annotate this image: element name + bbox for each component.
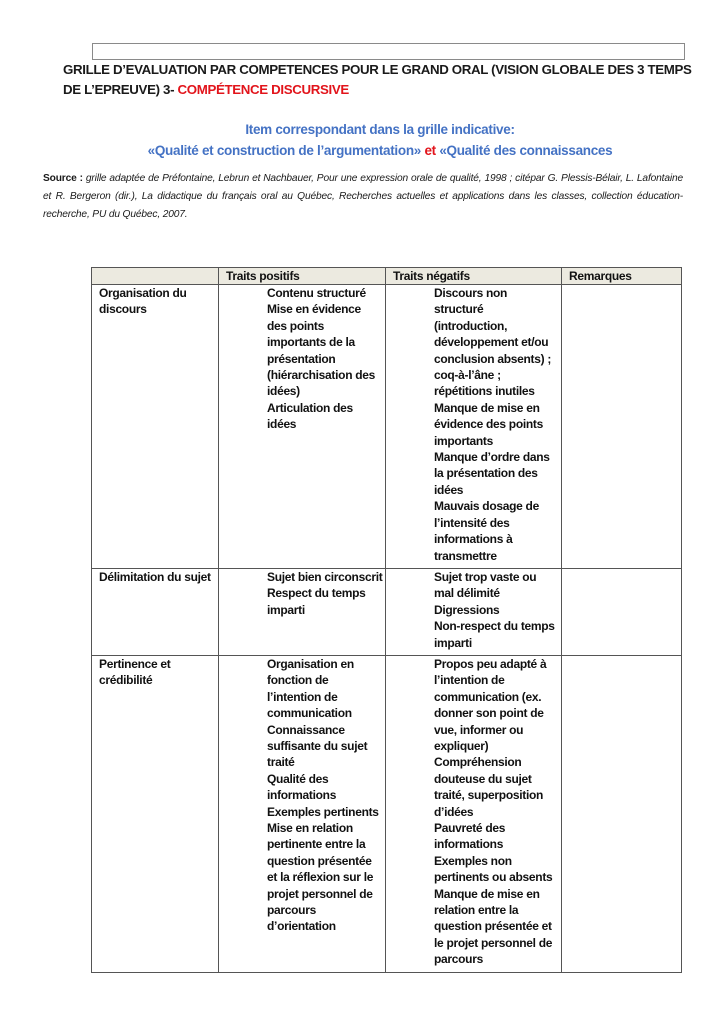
- negative-trait: Compréhension douteuse du sujet traité, superposition d’idées: [434, 755, 544, 819]
- title-main-text: GRILLE D’EVALUATION PAR COMPETENCES POUR LE GRAND ORAL (VISION GLOBALE DES 3 TEMPS DE L’EPREUVE) 3-: [63, 62, 692, 97]
- item-quote-argumentation: «Qualité et construction de l’argumentation»: [147, 143, 421, 158]
- header-negative-traits: Traits négatifs: [386, 268, 562, 285]
- criterion-cell: Pertinence et crédibilité: [92, 655, 219, 972]
- positive-trait: Exemples pertinents: [267, 804, 379, 819]
- positive-traits-cell: [219, 285, 386, 569]
- negative-trait: Discours non structuré (introduction, développement et/ou conclusion absents) ; coq-à-l’âne ; répétitions inutiles: [434, 286, 552, 399]
- header-remarks: Remarques: [562, 268, 682, 285]
- positive-trait: Contenu structuré: [267, 286, 366, 300]
- criterion-cell: Organisation du discours: [92, 285, 219, 569]
- evaluation-grid-table: [91, 267, 682, 973]
- negative-trait: Mauvais dosage de l’intensité des informations à transmettre: [434, 499, 539, 563]
- header-criterion: [92, 268, 219, 285]
- negative-trait: Sujet trop vaste ou mal délimité: [434, 569, 537, 601]
- negative-traits-cell: [386, 568, 562, 655]
- item-heading-line1: Item correspondant dans la grille indicative:: [245, 122, 515, 137]
- positive-trait: Articulation des idées: [267, 400, 353, 432]
- positive-trait: Mise en évidence des points importants de la présentation (hiérarchisation des idées): [267, 302, 376, 399]
- positive-trait: Qualité des informations: [267, 771, 337, 803]
- table-header-row: [92, 268, 682, 285]
- source-text: grille adaptée de Préfontaine, Lebrun et Nachbauer, Pour une expression orale de qualité, 1998 ; citépar G. Plessis-Bélair, L. Lafontaine et R. Bergeron (dir.), La didactique du français oral au Québec, Recherches actuelles et applications dans les classes, collection éducation-recherche, PU du Québec, 2007.: [43, 173, 684, 220]
- positive-traits-cell: [219, 655, 386, 972]
- negative-trait: Digressions: [434, 602, 500, 617]
- remarks-cell[interactable]: [562, 568, 682, 655]
- negative-trait: Propos peu adapté à l’intention de communication (ex. donner son point de vue, informer ou expliquer): [434, 656, 547, 753]
- table-row: [92, 568, 682, 655]
- negative-traits-cell: [386, 655, 562, 972]
- item-et-connector: et: [424, 143, 436, 158]
- negative-trait: Manque de mise en évidence des points importants: [434, 400, 544, 448]
- table-row: [92, 285, 682, 569]
- title-competence-text: COMPÉTENCE DISCURSIVE: [177, 82, 349, 97]
- negative-trait: Manque de mise en relation entre la question présentée et le projet personnel de parcours: [434, 886, 553, 967]
- empty-header-box: [92, 43, 685, 60]
- item-quote-connaissances: «Qualité des connaissances: [439, 143, 613, 158]
- negative-traits-cell: [386, 285, 562, 569]
- positive-trait: Respect du temps imparti: [267, 586, 366, 617]
- remarks-cell[interactable]: [562, 655, 682, 972]
- source-citation: [43, 170, 683, 224]
- negative-trait: Non-respect du temps imparti: [434, 619, 555, 650]
- positive-trait: Mise en relation pertinente entre la question présentée et la réflexion sur le projet personnel de parcours d’orientation: [267, 821, 374, 934]
- item-heading-line2: [100, 140, 660, 161]
- table-row: [92, 655, 682, 972]
- criterion-cell: Délimitation du sujet: [92, 568, 219, 655]
- positive-trait: Sujet bien circonscrit: [267, 569, 383, 584]
- positive-traits-cell: [219, 568, 386, 655]
- negative-trait: Manque d’ordre dans la présentation des idées: [434, 450, 550, 497]
- negative-trait: Pauvreté des informations: [434, 821, 506, 852]
- negative-trait: Exemples non pertinents ou absents: [434, 853, 553, 885]
- positive-trait: Organisation en fonction de l’intention de communication: [267, 656, 354, 721]
- source-label: Source :: [43, 173, 83, 184]
- item-heading: [100, 119, 660, 161]
- header-positive-traits: Traits positifs: [219, 268, 386, 285]
- positive-trait: Connaissance suffisante du sujet traité: [267, 722, 368, 770]
- document-title: [63, 60, 693, 100]
- remarks-cell[interactable]: [562, 285, 682, 569]
